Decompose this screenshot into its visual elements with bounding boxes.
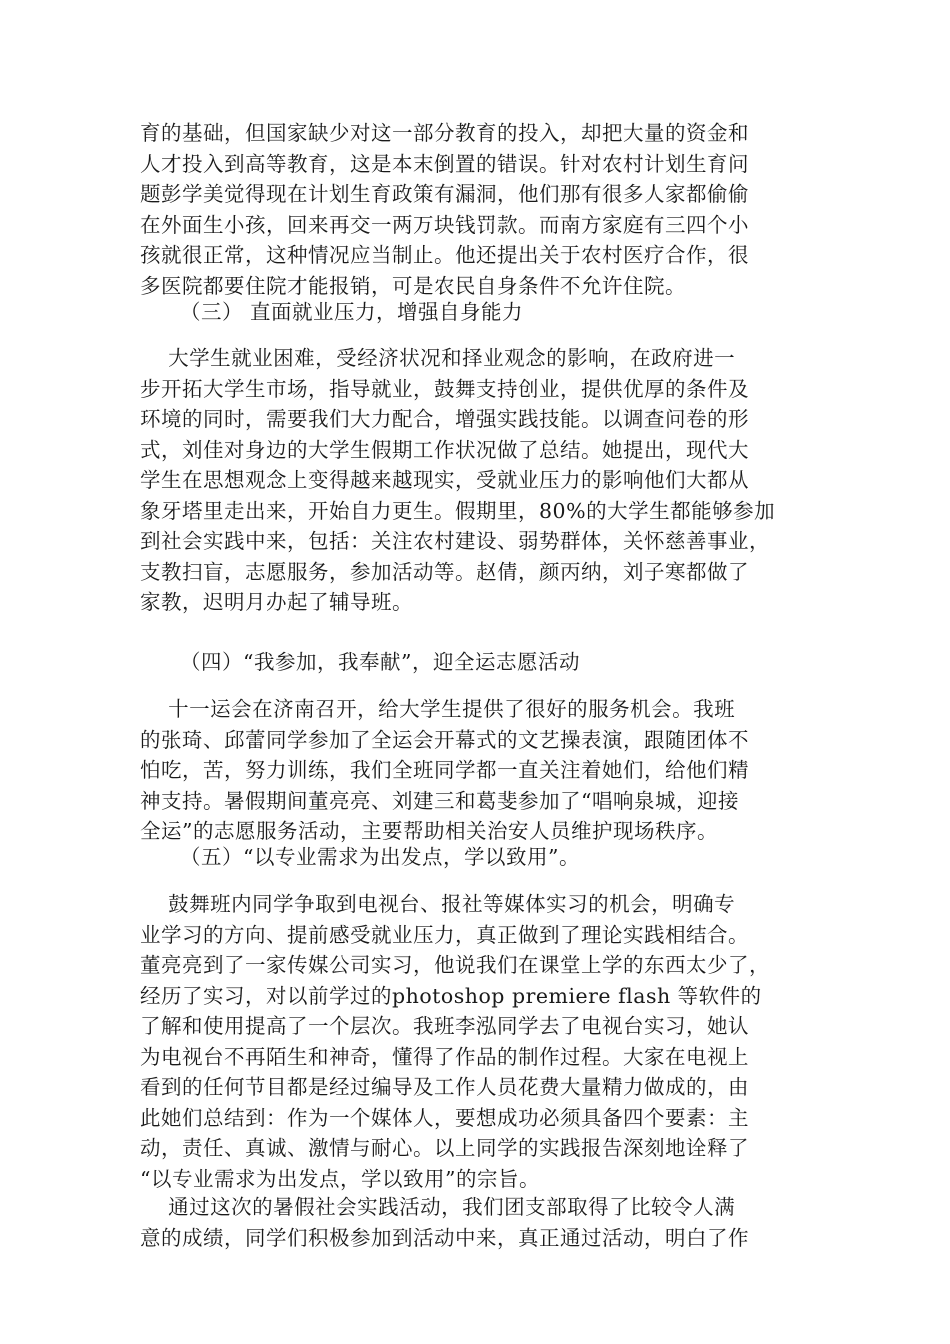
- text-line: 育的基础，但国家缺少对这一部分教育的投入，却把大量的资金和: [140, 121, 749, 145]
- text-line: 为电视台不再陌生和神奇，懂得了作品的制作过程。大家在电视上: [140, 1044, 749, 1069]
- text-line: 全运”的志愿服务活动，主要帮助相关治安人员维护现场秩序。: [140, 819, 718, 843]
- text-line: 此她们总结到：作为一个媒体人，要想成功必须具备四个要素：主: [140, 1105, 749, 1130]
- text-line: 人才投入到高等教育，这是本末倒置的错误。针对农村计划生育问: [140, 151, 749, 176]
- text-line: 神支持。暑假期间董亮亮、刘建三和葛斐参加了“唱响泉城，迎接: [140, 788, 739, 813]
- paragraph-employment: [140, 343, 830, 618]
- text-line: 通过这次的暑假社会实践活动，我们团支部取得了比较令人满: [140, 1195, 736, 1219]
- section-heading-3: （三） 直面就业压力，增强自身能力: [180, 300, 524, 324]
- paragraph-summary: [140, 1192, 830, 1253]
- section-heading-5: （五）“以专业需求为出发点，学以致用”。: [180, 845, 580, 869]
- text-line: 怕吃，苦，努力训练，我们全班同学都一直关注着她们，给他们精: [140, 758, 749, 782]
- text-line: 业学习的方向、提前感受就业压力，真正做到了理论实践相结合。: [140, 922, 749, 947]
- text-line: 意的成绩，同学们积极参加到活动中来，真正通过活动，明白了作: [140, 1225, 749, 1250]
- text-line: 鼓舞班内同学争取到电视台、报社等媒体实习的机会，明确专: [140, 892, 736, 916]
- text-line: 学生在思想观念上变得越来越现实，受就业压力的影响他们大都从: [140, 468, 749, 492]
- text-line: 家教，迟明月办起了辅导班。: [140, 590, 413, 614]
- text-line: 十一运会在济南召开，给大学生提供了很好的服务机会。我班: [140, 697, 736, 721]
- text-line: 在外面生小孩，回来再交一两万块钱罚款。而南方家庭有三四个小: [140, 212, 749, 237]
- text-line: 的张琦、邱蕾同学参加了全运会开幕式的文艺操表演，跟随团体不: [140, 727, 749, 752]
- text-line: 象牙塔里走出来，开始自力更生。假期里，80%的大学生都能够参加: [140, 498, 776, 523]
- paragraph-volunteer: [140, 694, 830, 847]
- text-line: 了解和使用提高了一个层次。我班李泓同学去了电视台实习，她认: [140, 1014, 749, 1038]
- text-line: 支教扫盲，志愿服务，参加活动等。赵倩，颜丙纳，刘子寒都做了: [140, 559, 749, 584]
- text-line: 题彭学美觉得现在计划生育政策有漏洞，他们那有很多人家都偷偷: [140, 182, 749, 206]
- text-line: 孩就很正常，这种情况应当制止。他还提出关于农村医疗合作，很: [140, 243, 749, 267]
- text-line: 多医院都要住院才能报销，可是农民自身条件不允许住院。: [140, 273, 686, 298]
- text-line: “以专业需求为出发点，学以致用”的宗旨。: [140, 1166, 540, 1191]
- section-heading-4: （四）“我参加，我奉献”，迎全运志愿活动: [180, 650, 580, 674]
- text-line: 步开拓大学生市场，指导就业，鼓舞支持创业，提供优厚的条件及: [140, 376, 749, 401]
- text-line: 环境的同时，需要我们大力配合，增强实践技能。以调查问卷的形: [140, 407, 749, 431]
- text-line: 大学生就业困难，受经济状况和择业观念的影响，在政府进一: [140, 346, 736, 370]
- text-line: 式，刘佳对身边的大学生假期工作状况做了总结。她提出，现代大: [140, 437, 749, 462]
- paragraph-internship: [140, 889, 830, 1194]
- paragraph-education-health: [140, 118, 830, 301]
- text-line: 动，责任、真诚、激情与耐心。以上同学的实践报告深刻地诠释了: [140, 1136, 749, 1160]
- text-line: 经历了实习，对以前学过的photoshop premiere flash 等软件的: [140, 983, 762, 1008]
- text-line: 董亮亮到了一家传媒公司实习，他说我们在课堂上学的东西太少了，: [140, 953, 770, 977]
- text-line: 看到的任何节目都是经过编导及工作人员花费大量精力做成的，由: [140, 1075, 749, 1099]
- text-line: 到社会实践中来，包括：关注农村建设、弱势群体，关怀慈善事业，: [140, 529, 770, 553]
